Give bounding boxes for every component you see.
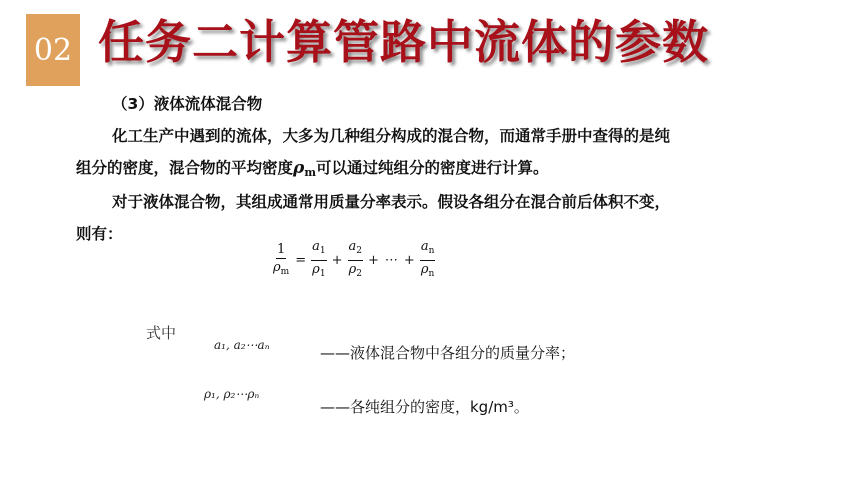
- legend-label: 式中: [146, 324, 177, 342]
- formula-plus-2: +: [368, 253, 379, 268]
- formula-lhs-fraction: $\frac{1}{\rho_m}$: [273, 241, 290, 277]
- paragraph-1-line-1: 化工生产中遇到的流体，大多为几种组分构成的混合物，而通常手册中查得的是纯: [112, 127, 671, 145]
- paragraph-1-text-after: 可以通过纯组分的密度进行计算。: [315, 159, 549, 177]
- formula-ellipsis: ⋯: [384, 253, 398, 268]
- formula-term-2: $\frac{a_2}{\rho_2}$: [348, 239, 363, 279]
- formula-plus-3: +: [403, 253, 415, 268]
- page-title: 任务二计算管路中流体的参数: [98, 15, 709, 69]
- legend-desc-density: ——各纯组分的密度，kg/m³。: [320, 398, 529, 416]
- legend-desc-mass-fraction: ——液体混合物中各组分的质量分率；: [320, 344, 576, 362]
- formula-plus-1: +: [331, 253, 343, 268]
- paragraph-1-text-before: 组分的密度，混合物的平均密度: [76, 159, 294, 177]
- mixture-density-formula: [270, 238, 437, 283]
- formula-term-n: $\frac{a_n}{\rho_n}$: [420, 239, 435, 279]
- section-heading: （3）液体流体混合物: [112, 95, 263, 113]
- paragraph-2-line-1: 对于液体混合物，其组成通常用质量分率表示。假设各组分在混合前后体积不变，: [112, 193, 671, 211]
- formula-term-1: $\frac{a_1}{\rho_1}$: [312, 239, 326, 279]
- paragraph-2-line-2: 则有：: [76, 225, 123, 243]
- legend-symbols-density: ρ₁, ρ₂⋯ρₙ: [204, 387, 260, 401]
- formula-equals: =: [295, 253, 307, 268]
- paragraph-1-line-2: [76, 158, 548, 183]
- section-number-badge: 02: [26, 14, 80, 86]
- rho-m-symbol: $\rho_m$: [293, 158, 316, 179]
- legend-symbols-mass-fraction: a₁, a₂⋯aₙ: [214, 338, 270, 352]
